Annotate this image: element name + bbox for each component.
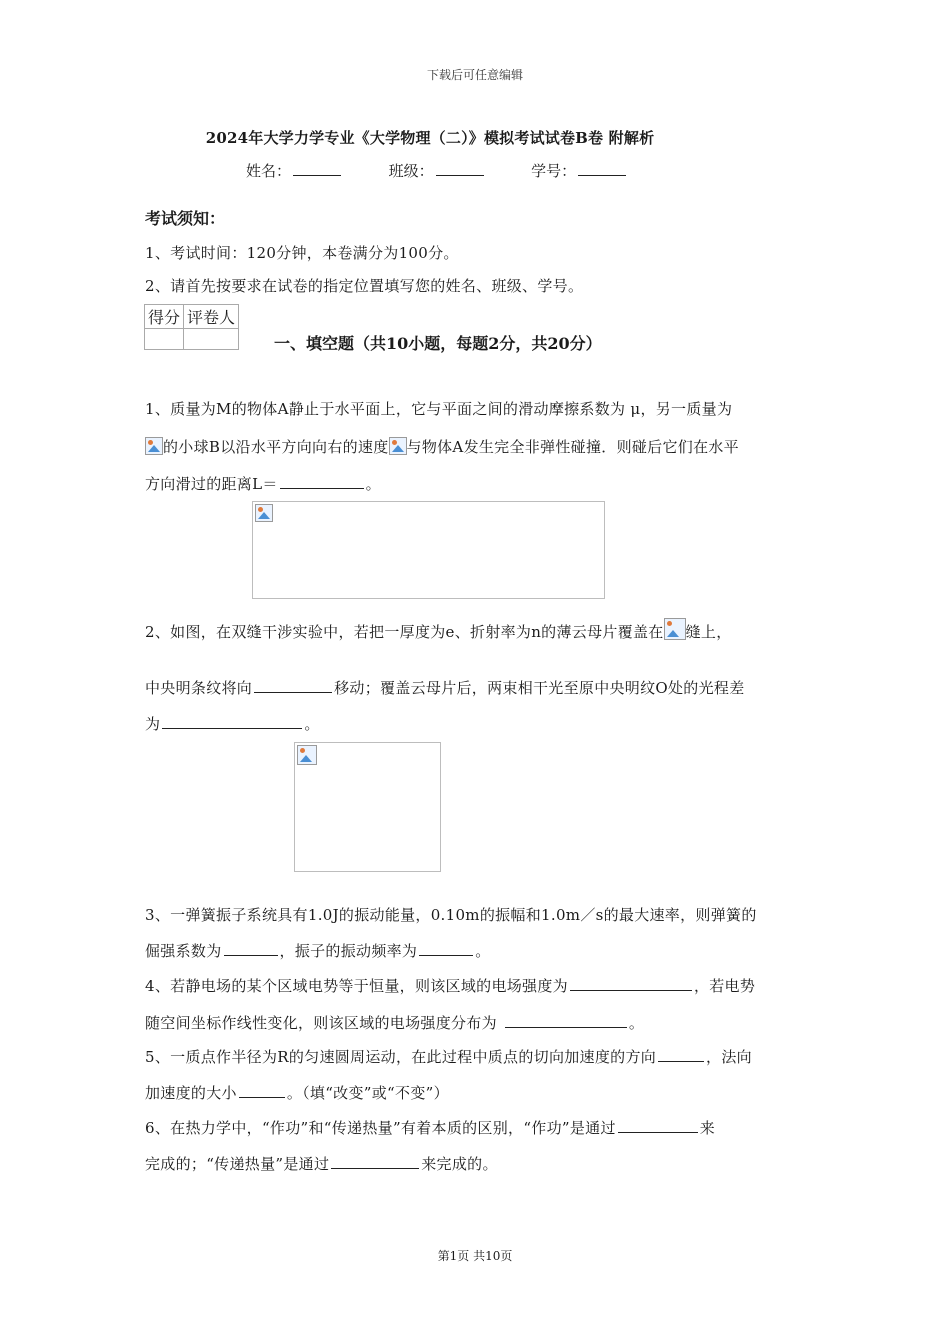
grader-header: 评卷人: [184, 305, 239, 329]
q5-text-d: 。（填“改变”或“不变”）: [286, 1084, 449, 1102]
header-note: 下载后可任意编辑: [426, 68, 523, 82]
class-blank[interactable]: [436, 161, 484, 176]
q4-text-c: 随空间坐标作线性变化，则该区域的电场强度分布为: [145, 1014, 497, 1032]
exam-title: 2024年大学力学专业《大学物理（二）》模拟考试试卷B卷 附解析: [205, 129, 655, 147]
grader-cell[interactable]: [184, 329, 239, 350]
broken-image-icon: [389, 437, 407, 455]
q6-text-b: 来: [699, 1119, 716, 1137]
q4-line-1: [145, 975, 755, 996]
q3-line-1: 3、一弹簧振子系统具有1.0J的振动能量，0.10m的振幅和1.0m／s的最大速率，则弹簧的: [145, 906, 757, 924]
q1-answer-blank[interactable]: [280, 474, 364, 489]
score-header: 得分: [145, 305, 184, 329]
student-no-blank[interactable]: [578, 161, 626, 176]
q3-text-a: 倔强系数为: [145, 942, 222, 960]
q5-text-b: ，法向: [706, 1048, 752, 1066]
q2-text-f: 。: [304, 715, 320, 733]
score-cell[interactable]: [145, 329, 184, 350]
page-footer: 第1页 共10页: [437, 1249, 513, 1263]
student-id-line: [246, 160, 628, 181]
q1-text-a: 的小球B以沿水平方向向右的速度: [163, 438, 389, 456]
q5-answer-blank-2[interactable]: [239, 1083, 285, 1098]
q2-text-e: 为: [145, 715, 161, 733]
q4-answer-blank-2[interactable]: [505, 1013, 627, 1028]
q1-line-3: [145, 473, 381, 494]
notice-heading: 考试须知：: [145, 209, 226, 228]
q3-answer-blank-2[interactable]: [419, 941, 473, 956]
broken-image-icon: [664, 618, 686, 640]
broken-image-icon: [297, 745, 317, 765]
broken-image-icon: [145, 437, 163, 455]
notice-item-1: 1、考试时间：120分钟，本卷满分为100分。: [145, 244, 459, 262]
broken-image-icon: [255, 504, 273, 522]
q4-text-d: 。: [628, 1014, 645, 1032]
q3-text-c: 。: [475, 942, 491, 960]
score-table: [144, 304, 239, 350]
class-label: 班级：: [388, 162, 434, 180]
q4-text-a: 4、若静电场的某个区域电势等于恒量，则该区域的电场强度为: [145, 977, 568, 995]
q6-text-c: 完成的；“传递热量”是通过: [145, 1155, 330, 1173]
q6-text-a: 6、在热力学中，“作功”和“传递热量”有着本质的区别，“作功”是通过: [145, 1119, 616, 1137]
q4-line-2: [145, 1012, 644, 1033]
q5-line-1: [145, 1046, 752, 1067]
q6-line-1: [145, 1117, 715, 1138]
q4-answer-blank-1[interactable]: [570, 976, 692, 991]
q3-text-b: ，振子的振动频率为: [279, 942, 418, 960]
q4-text-b: ，若电势: [693, 977, 756, 995]
q1-line-1: 1、质量为M的物体A静止于水平面上，它与平面之间的滑动摩擦系数为 μ，另一质量为: [145, 400, 733, 418]
q3-line-2: [145, 940, 491, 961]
q5-text-c: 加速度的大小: [145, 1084, 237, 1102]
q1-figure: [252, 501, 605, 599]
q2-line-2: [145, 677, 745, 698]
section-heading: 一、填空题（共10小题，每题2分，共20分）: [274, 334, 602, 353]
q6-answer-blank-2[interactable]: [331, 1154, 419, 1169]
name-label: 姓名：: [246, 162, 292, 180]
q2-text-c: 中央明条纹将向: [145, 679, 253, 697]
q5-line-2: [145, 1082, 449, 1103]
q2-text-d: 移动；覆盖云母片后，两束相干光至原中央明纹O处的光程差: [334, 679, 745, 697]
q6-line-2: [145, 1153, 498, 1174]
student-no-label: 学号：: [531, 162, 577, 180]
q2-answer-blank-2[interactable]: [162, 714, 302, 729]
q1-text-c: 方向滑过的距离L＝: [145, 475, 278, 493]
q6-text-d: 来完成的。: [421, 1155, 498, 1173]
q1-text-d: 。: [365, 475, 381, 493]
q2-answer-blank-1[interactable]: [254, 678, 332, 693]
q3-answer-blank-1[interactable]: [224, 941, 278, 956]
q5-text-a: 5、一质点作半径为R的匀速圆周运动，在此过程中质点的切向加速度的方向: [145, 1048, 657, 1066]
q1-text-b: 与物体A发生完全非弹性碰撞．则碰后它们在水平: [406, 438, 739, 456]
q2-figure: [294, 742, 441, 872]
notice-item-2: 2、请首先按要求在试卷的指定位置填写您的姓名、班级、学号。: [145, 277, 584, 295]
q1-line-2: [145, 436, 739, 457]
q2-text-a: 2、如图，在双缝干涉实验中，若把一厚度为e、折射率为n的薄云母片覆盖在: [145, 623, 664, 641]
name-blank[interactable]: [293, 161, 341, 176]
q6-answer-blank-1[interactable]: [618, 1118, 698, 1133]
q5-answer-blank-1[interactable]: [658, 1047, 704, 1062]
q2-line-1: [145, 618, 732, 642]
q2-text-b: 缝上，: [685, 623, 732, 641]
q2-line-3: [145, 713, 320, 734]
